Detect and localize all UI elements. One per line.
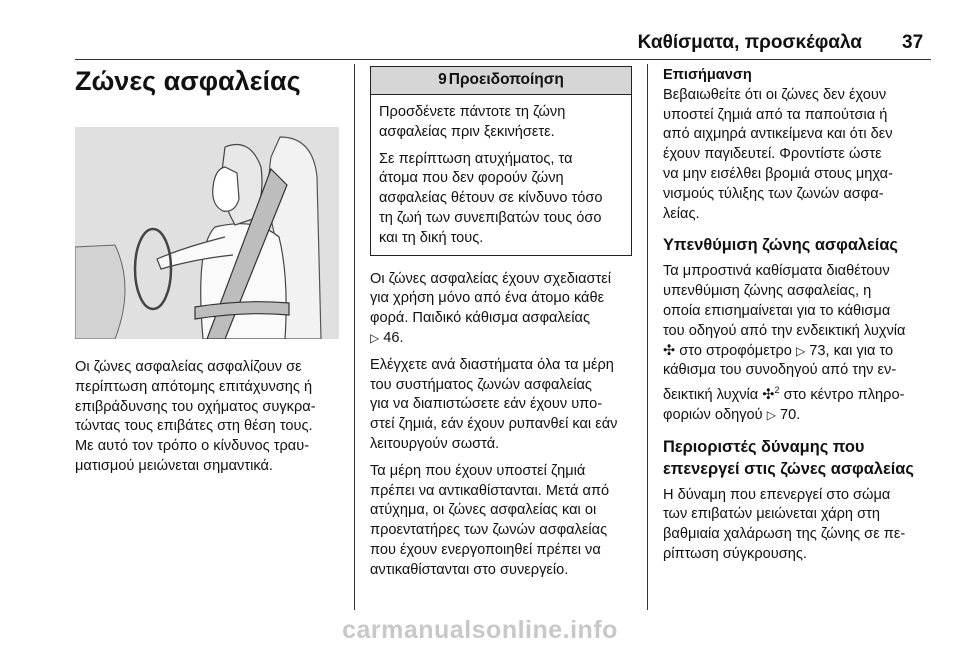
text-line: περίπτωση απότομης επιτάχυνσης ή [75, 378, 313, 395]
column-divider-1 [354, 64, 355, 610]
text-line: που έχουν ενεργοποιηθεί πρέπει να [370, 541, 601, 558]
running-header-title: Καθίσματα, προσκέφαλα [637, 32, 862, 53]
page-number: 37 [902, 32, 924, 53]
text-line: λείας. [663, 205, 700, 222]
heading-line: επενεργεί στις ζώνες ασφαλείας [663, 459, 914, 478]
column-2 [370, 66, 632, 588]
seatbelt-icon: ✣ [663, 342, 676, 359]
text-line: ματισμού μειώνεται σημαντικά. [75, 457, 273, 474]
force-limiter-paragraph [663, 486, 931, 565]
text-line: λειτουργούν σωστά. [370, 435, 500, 452]
text-line: Τα μπροστινά καθίσματα διαθέτουν [663, 263, 890, 280]
text-fragment: στο κέντρο πληρο- [783, 387, 905, 404]
text-line: να μην εισέλθει βρομιά στους μηχα- [663, 165, 893, 182]
warning-box [370, 66, 632, 256]
warning-body [371, 95, 631, 255]
text-line: νισμούς τύλιξης των ζωνών ασφα- [663, 185, 884, 202]
text-line: προεντατήρες των ζωνών ασφαλείας [370, 522, 608, 539]
text-line: φορά. Παιδικό κάθισμα ασφαλείας [370, 310, 590, 327]
text-line: άτομα που δεν φορούν ζώνη [379, 170, 564, 187]
text-line: και τη δική τους. [379, 229, 484, 246]
text-line: τώντας τους επιβάτες στη θέση τους. [75, 418, 313, 435]
warning-header [371, 67, 631, 95]
text-line: ατύχημα, οι ζώνες ασφαλείας και οι [370, 502, 597, 519]
text-line: ρίπτωση σύγκρουσης. [663, 546, 807, 562]
text-line: αντικαθίστανται στο συνεργείο. [370, 561, 569, 578]
text-line: Βεβαιωθείτε ότι οι ζώνες δεν έχουν [663, 86, 887, 103]
subsection-heading-force-limiters [663, 436, 931, 480]
seatbelt-indicator-icon: ✣$^2$ [762, 385, 780, 404]
text-line: οποία επισημαίνεται για το κάθισμα [663, 302, 891, 319]
watermark: carmanualsonline.info [342, 616, 618, 644]
page-reference[interactable]: 46. [383, 329, 404, 346]
text-line: Προσδένετε πάντοτε τη ζώνη [379, 104, 566, 120]
heading-line: Περιοριστές δύναμης που [663, 437, 865, 456]
text-line: Οι ζώνες ασφαλείας ασφαλίζουν σε [75, 359, 302, 375]
page-reference-icon: ▷ [795, 343, 806, 358]
text-line: υποστεί ζημιά από τα παπούτσια ή [663, 106, 888, 123]
column-2-text [370, 270, 632, 581]
text-line: του συστήματος ζωνών ασφαλείας [370, 376, 592, 393]
note-block [663, 66, 931, 224]
column-3 [663, 66, 931, 565]
subsection-heading-reminder: Υπενθύμιση ζώνης ασφαλείας [663, 236, 898, 255]
text-line: του οδηγού από την ενδεικτική λυχνία [663, 322, 906, 339]
text-line: Οι ζώνες ασφαλείας έχουν σχεδιαστεί [370, 270, 612, 287]
page-reference-icon: ▷ [766, 407, 776, 422]
warning-title: Προειδοποίηση [448, 71, 564, 88]
note-title: Επισήμανση [663, 67, 752, 83]
page-reference[interactable]: 73, και για το [809, 342, 894, 359]
text-line: για να διαπιστώσετε εάν έχουν υπο- [370, 396, 603, 413]
text-line: τη ζωή των συνεπιβατών τους όσο [379, 209, 602, 226]
text-line: ασφαλείας θέτουν σε κίνδυνο τόσο [379, 190, 603, 207]
header-divider [75, 59, 931, 60]
text-line: για χρήση μόνο από ένα άτομο κάθε [370, 290, 605, 307]
text-line: βαθμιαία χαλάρωση της ζώνης σε πε- [663, 526, 906, 543]
text-line: από αιχμηρά αντικείμενα και ότι δεν [663, 126, 893, 143]
text-line: Ελέγχετε ανά διαστήματα όλα τα μέρη [370, 356, 614, 373]
column-1 [75, 62, 343, 477]
text-line: Η δύναμη που επενεργεί στο σώμα [663, 486, 891, 503]
text-line: έχουν παγιδευτεί. Φροντίστε ώστε [663, 146, 882, 163]
text-line: επιβράδυνσης του οχήματος συγκρα- [75, 398, 316, 415]
text-line: Με αυτό τον τρόπο ο κίνδυνος τραυ- [75, 438, 310, 455]
text-line: των επιβατών μειώνεται χάρη στη [663, 506, 880, 523]
text-fragment: δεικτική λυχνία [663, 387, 759, 404]
reminder-paragraph [663, 262, 931, 425]
section-heading: Ζώνες ασφαλείας [75, 66, 301, 96]
text-line: πρέπει να αντικαθίστανται. Μετά από [370, 482, 610, 499]
text-line: στεί ζημιά, εάν έχουν ρυπανθεί και εάν [370, 416, 618, 433]
text-line: Σε περίπτωση ατυχήματος, τα [379, 150, 573, 167]
text-line: κάθισμα του συνοδηγού από την εν- [663, 362, 897, 379]
driver-seatbelt-image [75, 127, 339, 339]
page-reference-icon: ▷ [370, 330, 380, 345]
text-line: ασφαλείας πριν ξεκινήσετε. [379, 123, 555, 140]
indicator-superscript: 2 [774, 385, 780, 396]
text-line: υπενθύμιση ζώνης ασφαλείας, η [663, 283, 872, 300]
page-reference[interactable]: 70. [779, 406, 801, 423]
text-fragment: στο στροφόμετρο [679, 342, 792, 359]
column-divider-2 [647, 64, 648, 610]
text-line: Τα μέρη που έχουν υποστεί ζημιά [370, 462, 586, 479]
text-fragment: φοριών οδηγού [663, 406, 763, 423]
seatbelt-illustration [75, 127, 339, 339]
warning-icon: 9 [438, 71, 447, 88]
intro-paragraph [75, 358, 343, 477]
